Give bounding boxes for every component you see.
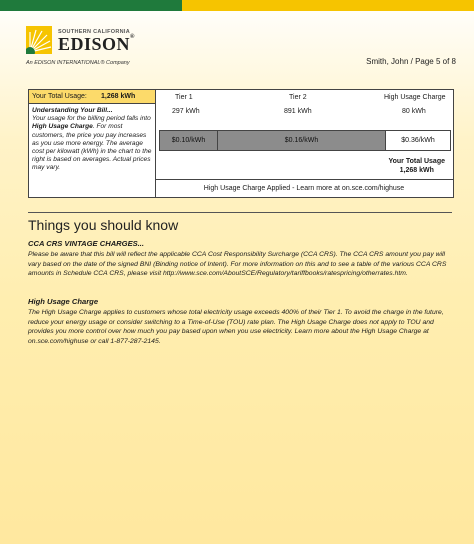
tier1-label: Tier 1: [175, 94, 193, 101]
total-usage-line: [29, 90, 155, 104]
understanding-text-pre: Your usage for the billing period falls into: [32, 115, 151, 123]
understanding-your-bill: [32, 107, 153, 173]
tier2-usage: 891 kWh: [284, 108, 312, 115]
logo-name-text: EDISON: [58, 34, 131, 54]
understanding-text-post: . For most customers, the price you pay increases as you use more energy. The average cost per kilowatt (kWh) in the chart to the right is based on averages. Actual prices may vary.: [32, 123, 152, 172]
high-usage-label: High Usage Charge: [384, 94, 446, 101]
logo-tagline: An EDISON INTERNATIONAL® Company: [26, 60, 130, 66]
section-divider: [28, 212, 452, 213]
top-bar-green: [0, 0, 182, 11]
sun-logo-icon: [26, 26, 52, 54]
your-total-usage: [388, 157, 445, 175]
cca-crs-title: CCA CRS VINTAGE CHARGES...: [28, 239, 145, 248]
your-total-usage-value: 1,268 kWh: [399, 167, 434, 174]
usage-left-column: [29, 90, 156, 197]
section-title: Things you should know: [28, 217, 179, 233]
usage-summary-box: [28, 89, 454, 198]
top-bar-yellow: [182, 0, 474, 11]
logo-registered-mark: ®: [130, 34, 136, 40]
top-color-bar: [0, 0, 474, 11]
high-usage-applied-note: High Usage Charge Applied - Learn more at on.sce.com/highuse: [155, 179, 453, 198]
total-usage-label: Your Total Usage:: [32, 93, 87, 100]
cca-crs-block: [28, 239, 448, 279]
account-page-info: Smith, John / Page 5 of 8: [366, 57, 456, 66]
high-usage-usage: 80 kWh: [402, 108, 426, 115]
tier1-rate: $0.10/kWh: [160, 131, 218, 150]
logo-name: [58, 34, 135, 55]
tier-rate-bar: [159, 130, 451, 151]
cca-crs-body: Please be aware that this bill will reflect the applicable CCA Cost Responsibility Surcharge (CCA CRS). The CCA CRS amount you pay will vary based on the date of the signed BNI (Binding notice of Intent). For more information on this and to see a table of the various CCA CRS amounts in Schedule CCA CRS, please visit http://www.sce.com/AboutSCE/Regulatory/tariffbooks/ratespricing/otherrates.htm.: [28, 251, 447, 278]
high-usage-title: High Usage Charge: [28, 297, 99, 306]
understanding-text-bold: High Usage Charge: [32, 123, 93, 131]
tier2-label: Tier 2: [289, 94, 307, 101]
high-usage-block: [28, 297, 448, 346]
tier2-rate: $0.16/kWh: [218, 131, 386, 150]
tier1-usage: 297 kWh: [172, 108, 200, 115]
high-usage-rate: $0.36/kWh: [386, 131, 450, 150]
total-usage-value: 1,268 kWh: [101, 93, 136, 100]
high-usage-body: The High Usage Charge applies to customers whose total electricity usage exceeds 400% of their Tier 1. To avoid the charge in the future, reduce your energy usage or consider switching to a Time-of-Use (TOU) rate plan. The High Usage Charge does not apply to TOU and provides you more control over how much you pay based upon when you use electricity. Learn more about the High Usage Charge at on.sce.com/highuse or call 1-877-287-2145.: [28, 309, 444, 345]
your-total-usage-label: Your Total Usage: [388, 158, 445, 165]
understanding-title: Understanding Your Bill...: [32, 107, 113, 114]
edison-logo: [26, 26, 136, 56]
logo-small-text: SOUTHERN CALIFORNIA: [58, 29, 131, 35]
